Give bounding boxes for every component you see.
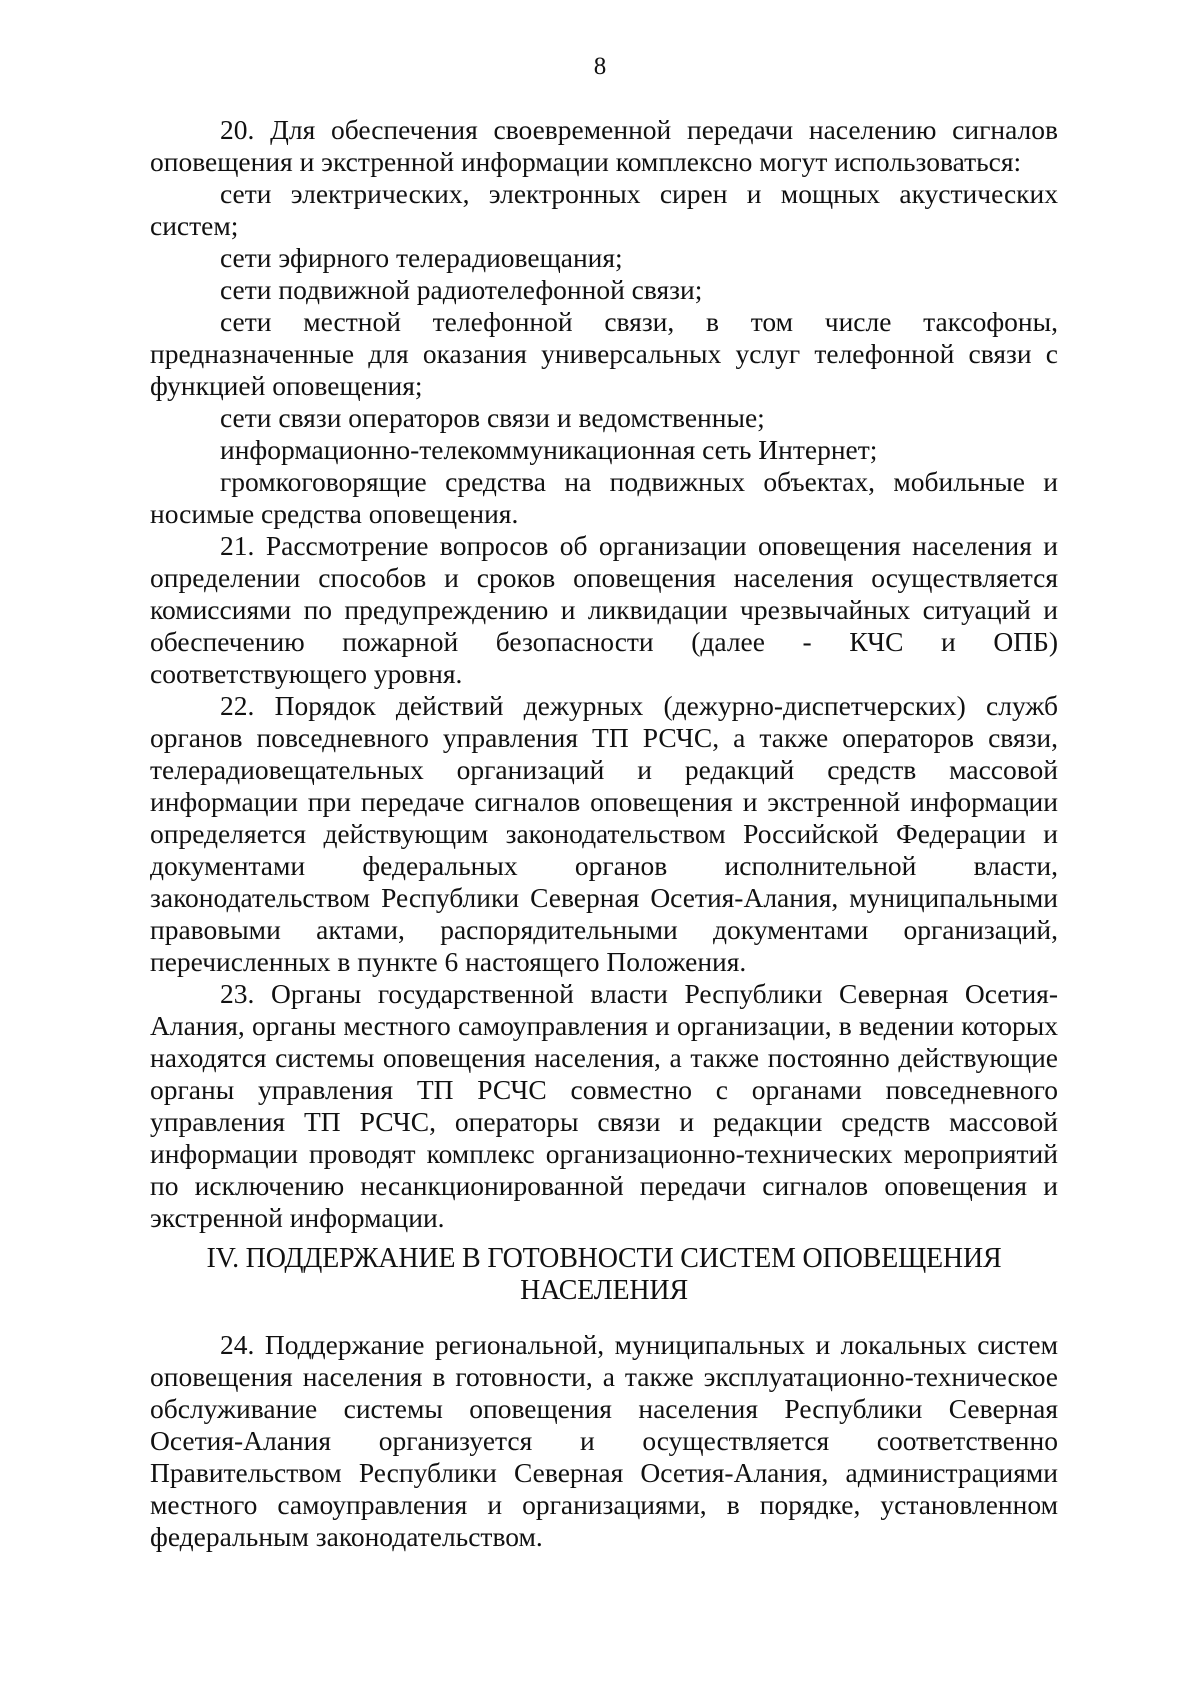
paragraph-21: 21. Рассмотрение вопросов об организации оповещения населения и определении способов и сроков оповещения населения осуществляется комиссиями по предупреждению и ликвидации чрезвычайных ситуаций и обеспечению пожарной безопасности (далее - КЧС и ОПБ) соответствующего уровня. — [150, 530, 1058, 689]
section-heading: IV. ПОДДЕРЖАНИЕ В ГОТОВНОСТИ СИСТЕМ ОПОВЕЩЕНИЯ НАСЕЛЕНИЯ — [206, 1243, 1002, 1306]
paragraph-22: 22. Порядок действий дежурных (дежурно-диспетчерских) служб органов повседневного управления ТП РСЧС, а также операторов связи, телерадиовещательных организаций и редакций средств массовой информации при передаче сигналов оповещения и экстренной информации определяется действующим законодательством Российской Федерации и документами федеральных органов исполнительной власти, законодательством Республики Северная Осетия-Алания, муниципальными правовыми актами, распорядительными документами организаций, перечисленных в пункте 6 настоящего Положения. — [150, 690, 1058, 977]
page-number: 8 — [593, 53, 607, 80]
list-item-local-phone: сети местной телефонной связи, в том числе таксофоны, предназначенные для оказания универсальных услуг телефонной связи с функцией оповещения; — [150, 306, 1058, 401]
list-item-loudspeakers: громкоговорящие средства на подвижных объектах, мобильные и носимые средства оповещения. — [150, 466, 1058, 529]
paragraph-20: 20. Для обеспечения своевременной передачи населению сигналов оповещения и экстренной информации комплексно могут использоваться: — [150, 114, 1058, 177]
list-item-internet: информационно-телекоммуникационная сеть Интернет; — [220, 434, 878, 465]
paragraph-24: 24. Поддержание региональной, муниципальных и локальных систем оповещения населения в готовности, а также эксплуатационно-техническое обслуживание системы оповещения населения Республики Северная Осетия-Алания организуется и осуществляется соответственно Правительством Республики Северная Осетия-Алания, администрациями местного самоуправления и организациями, в порядке, установленном федеральным законодательством. — [150, 1329, 1058, 1552]
document-body — [150, 114, 1058, 1553]
paragraph-23: 23. Органы государственной власти Республики Северная Осетия-Алания, органы местного самоуправления и организации, в ведении которых находятся системы оповещения населения, а также постоянно действующие органы управления ТП РСЧС совместно с органами повседневного управления ТП РСЧС, операторы связи и редакции средств массовой информации проводят комплекс организационно-технических мероприятий по исключению несанкционированной передачи сигналов оповещения и экстренной информации. — [150, 978, 1058, 1233]
list-item-broadcast: сети эфирного телерадиовещания; — [220, 242, 623, 273]
list-item-sirens: сети электрических, электронных сирен и мощных акустических систем; — [150, 178, 1058, 241]
list-item-operators: сети связи операторов связи и ведомственные; — [220, 402, 765, 433]
list-item-mobile: сети подвижной радиотелефонной связи; — [220, 274, 703, 305]
